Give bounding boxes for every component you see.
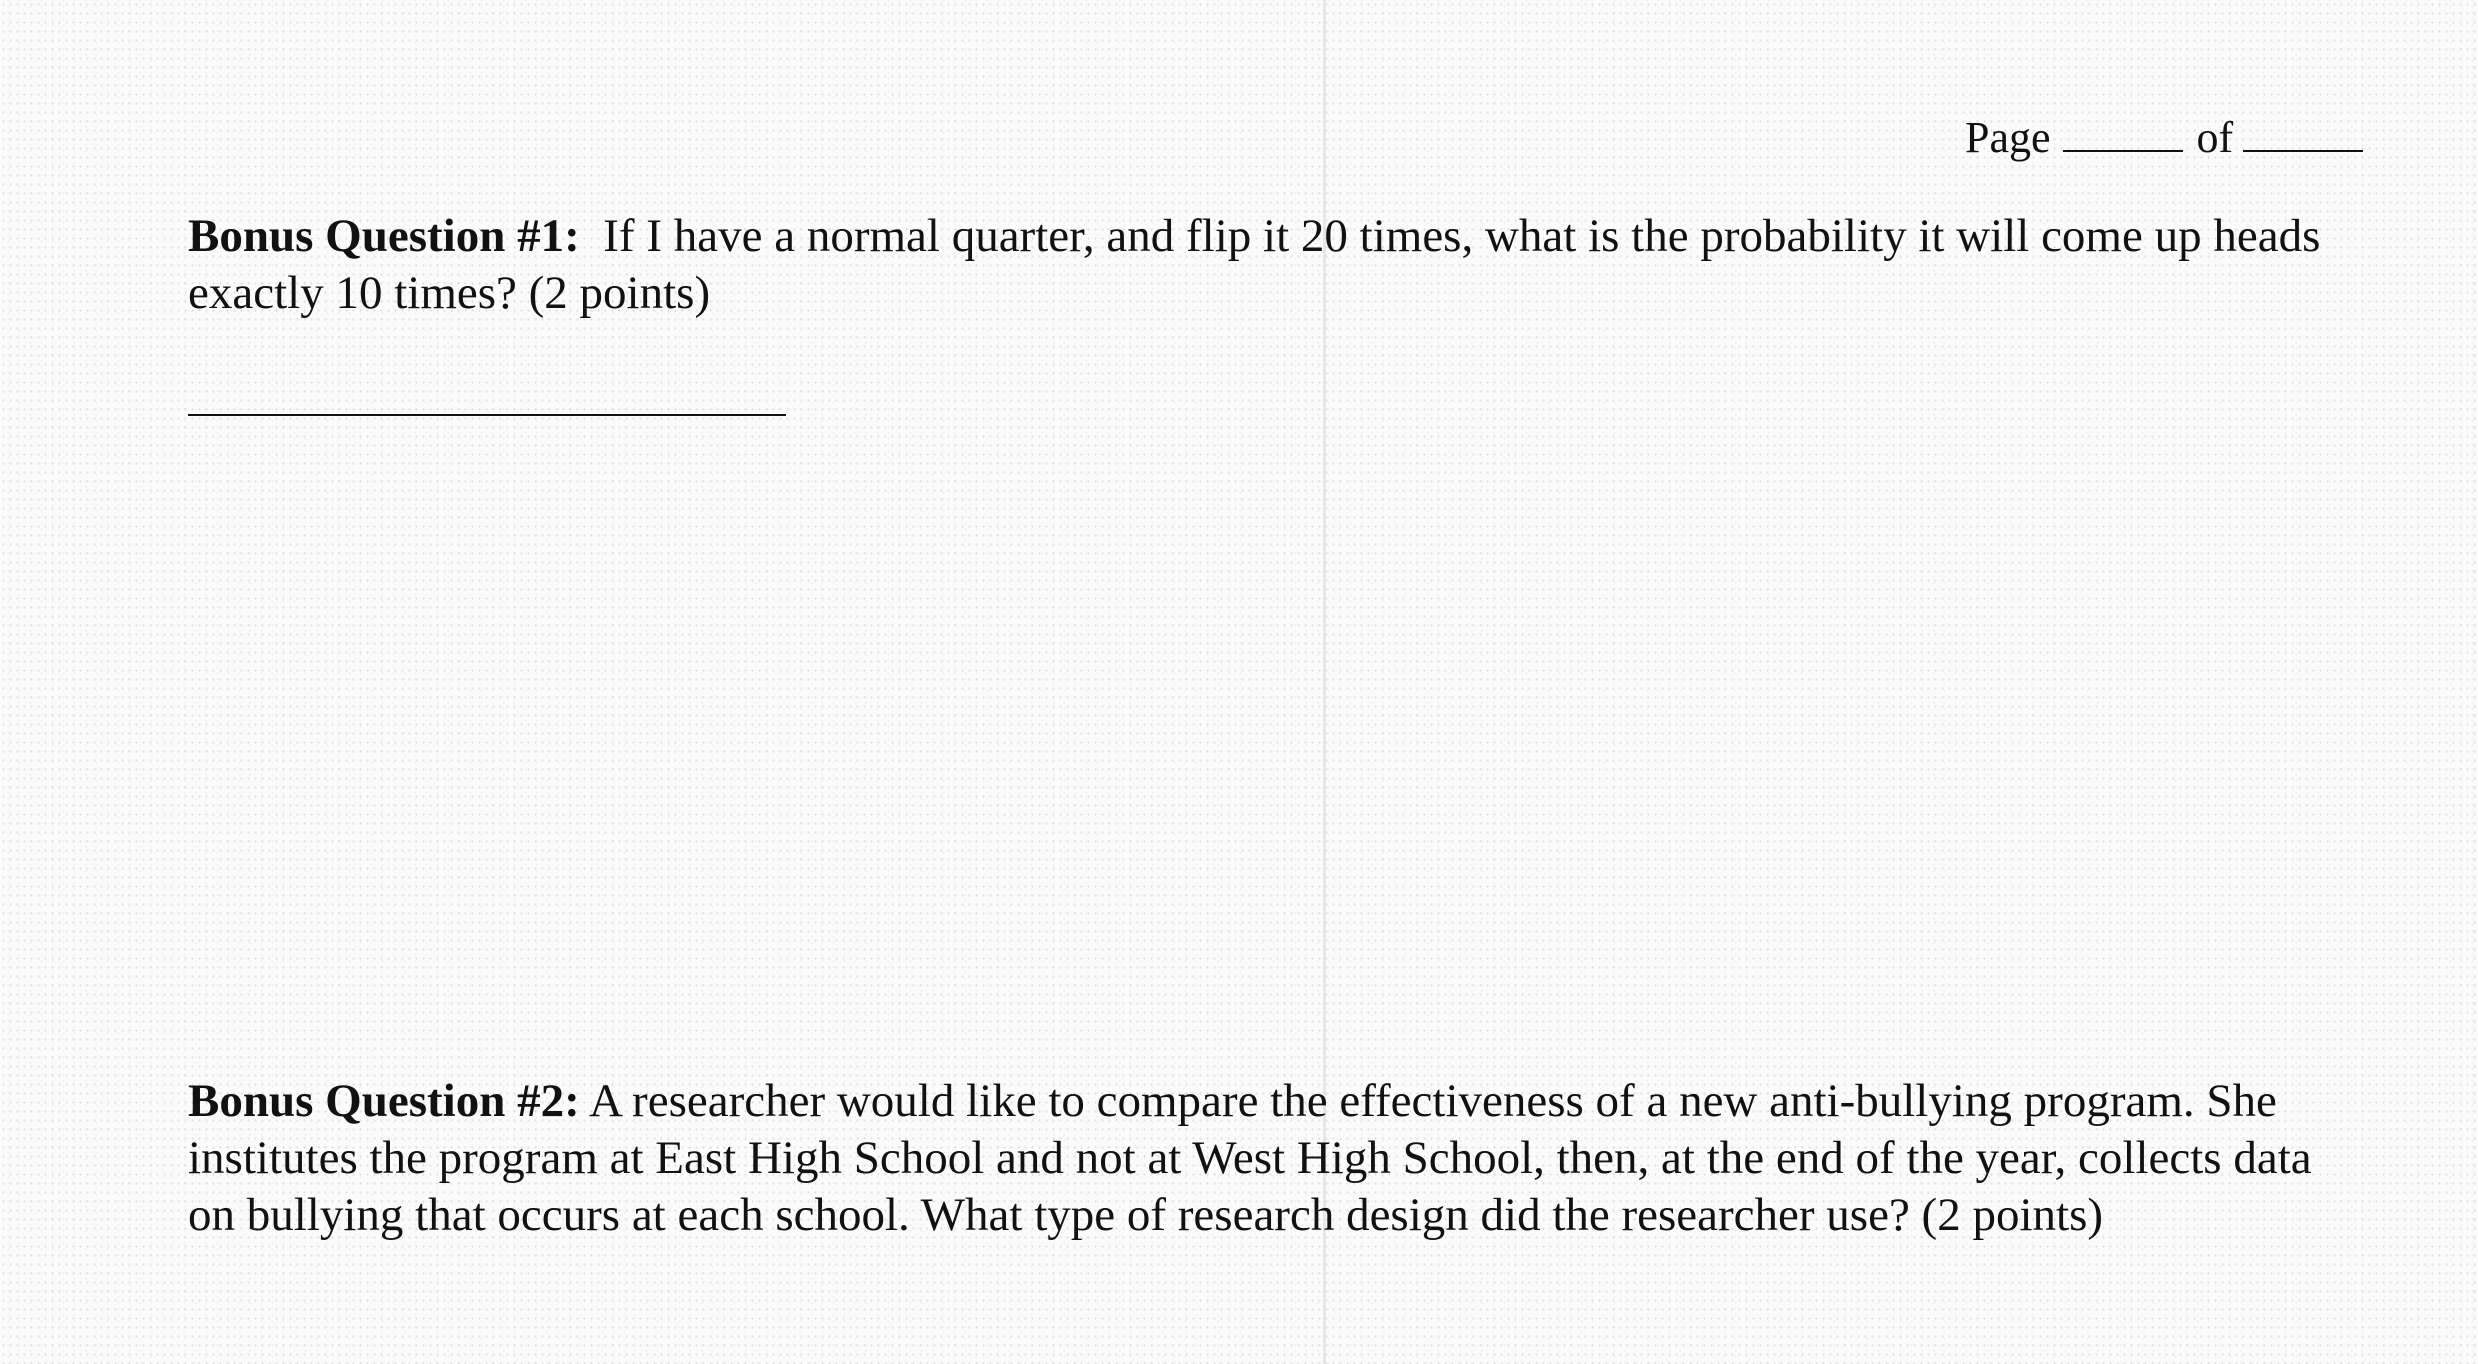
- page-total-blank[interactable]: [2243, 110, 2363, 152]
- page-label: Page: [1965, 113, 2051, 162]
- question-label: Bonus Question #2:: [188, 1075, 580, 1127]
- question-label: Bonus Question #1:: [188, 210, 580, 262]
- bonus-question-2: [188, 1073, 2348, 1244]
- page-number-blank[interactable]: [2063, 110, 2183, 152]
- page-number-field: [1965, 110, 2363, 163]
- question-text: If I have a normal quarter, and flip it 20 times, what is the probability it will come up heads exactly 10 times? (2 points): [188, 210, 2321, 319]
- answer-line[interactable]: [188, 414, 786, 416]
- of-label: of: [2196, 113, 2234, 162]
- bonus-question-1: [188, 208, 2348, 322]
- question-text: A researcher would like to compare the effectiveness of a new anti-bullying program. She institutes the program at East High School and not at West High School, then, at the end of the year, collects data on bullying that occurs at each school. What type of research design did the researcher use? (2 points): [188, 1075, 2312, 1241]
